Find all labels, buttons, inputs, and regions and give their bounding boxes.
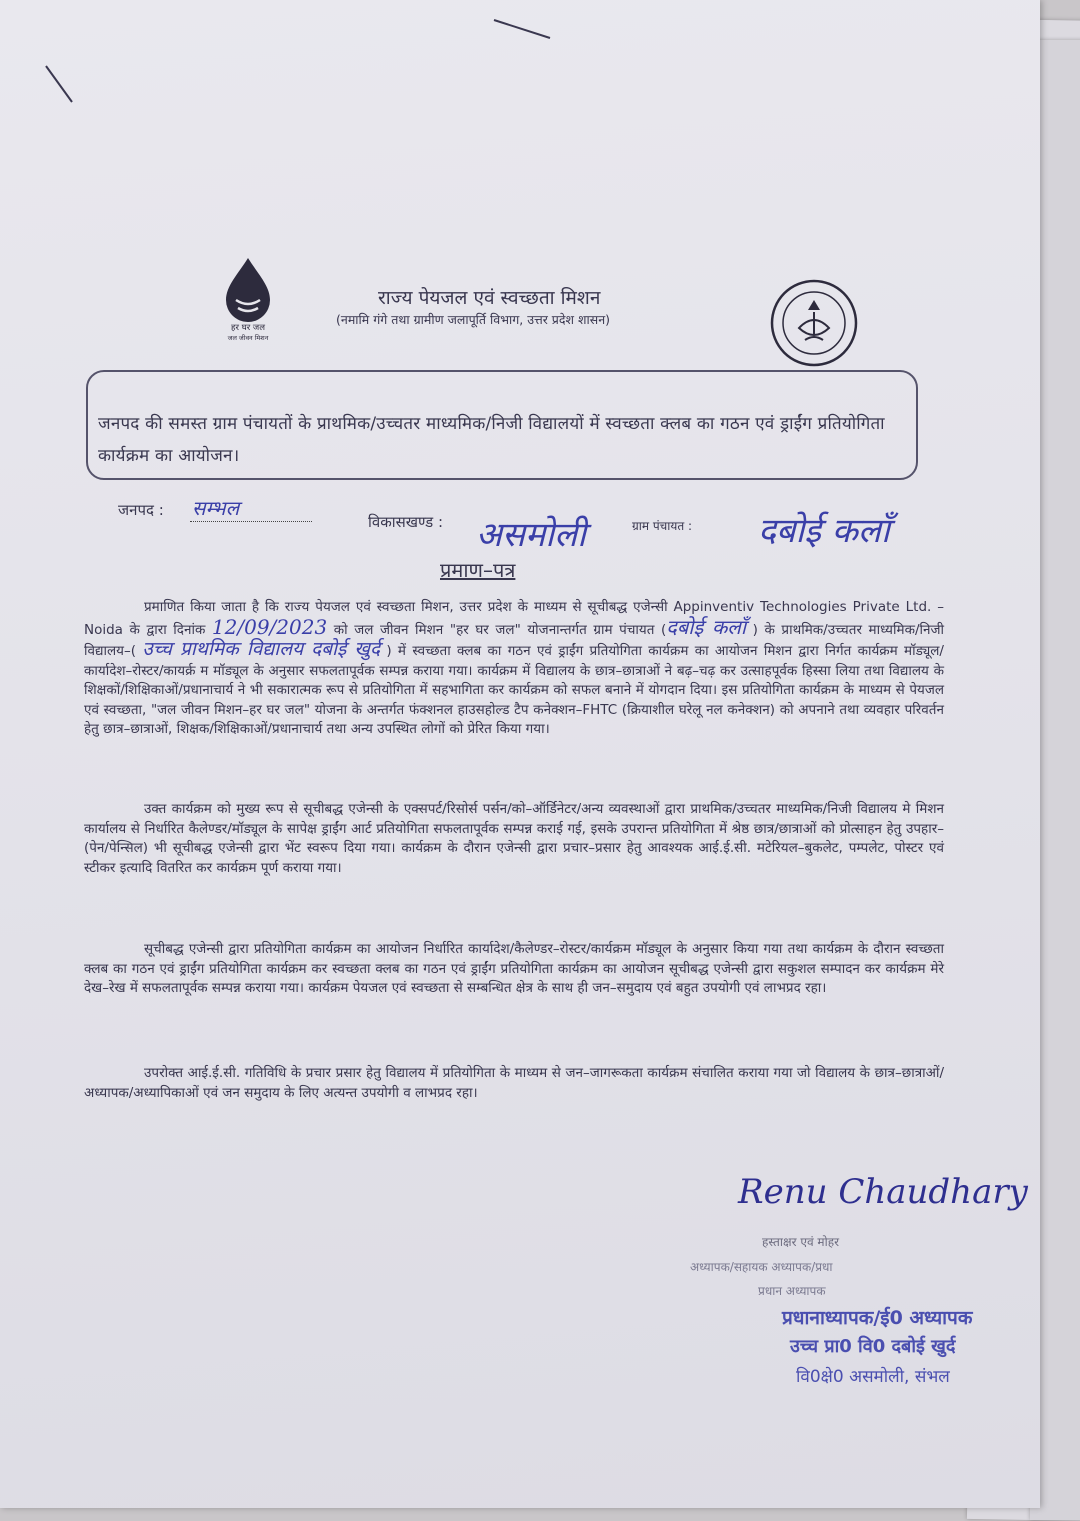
mission-subtitle: (नमामि गंगे तथा ग्रामीण जलापूर्ति विभाग, उत्तर प्रदेश शासन) [336, 312, 611, 327]
subject-text: जनपद की समस्त ग्राम पंचायतों के प्राथमिक/उच्चतर माध्यमिक/निजी विद्यालयों में स्वच्छता क्लब का गठन एवं ड्राईंग प्रतियोगिता कार्यक्रम का आयोजन। [98, 414, 885, 466]
p1-text-c: ) के प्राथमिक/उच्चतर माध्यमिक/निजी विद्यालय–( [84, 621, 945, 659]
paragraph-4 [84, 1064, 944, 1103]
block-label: विकासखण्ड : [368, 513, 444, 531]
signature-designation: अध्यापक/सहायक अध्यापक/प्रधा [690, 1260, 833, 1274]
p1-text-a: प्रमाणित किया जाता है कि राज्य पेयजल एवं स्वच्छता मिशन, उत्तर प्रदेश के माध्यम से सूचीबद्ध एजेन्सी Appinventiv Technologies Private Ltd. – Noida के द्वारा दिनांक [84, 599, 944, 638]
signature: Renu Chaudhary [738, 1172, 1028, 1212]
har-ghar-jal-logo [216, 256, 280, 346]
block-value: असमोली [476, 515, 586, 555]
panchayat-label: ग्राम पंचायत : [632, 519, 693, 533]
paragraph-3 [84, 940, 944, 999]
signature-designation-2: प्रधान अध्यापक [758, 1284, 826, 1298]
stamp-line-1: प्रधानाध्यापक/ई0 अध्यापक [782, 1307, 973, 1329]
district-underline [190, 521, 312, 522]
paragraph-1: प्रमाणित किया जाता है कि राज्य पेयजल एवं स्वच्छता मिशन, उत्तर प्रदेश के माध्यम से सूचीबद्ध एजेन्सी Appinventiv Technologies Private Ltd. – Noida के द्वारा दिनांक 12/09/2023 को जल जीवन मिशन "हर घर जल" योजनान्तर्गत ग्राम पंचायत (दबोई कलाँ ) के प्राथमिक/उच्चतर माध्यमिक/निजी विद्यालय–( उच्च प्राथमिक विद्यालय दबोई खुर्द ) में स्वच्छता क्लब का गठन एवं ड्राईंग प्रतियोगिता कार्यक्रम का आयोजन मिशन द्वारा निर्गत कार्यक्रम मॉड्यूल/कार्यादेश–रोस्टर/कायर्क्र म मॉड्यूल के अनुसार सफलतापूर्वक सम्पन्न कराया गया। कार्यक्रम में विद्यालय के छात्र–छात्राओं ने बढ़–चढ़ कर उत्साहपूर्वक हिस्सा लिया तथा विद्यालय के शिक्षकों/शिक्षिकाओं/प्रधानाचार्य ने भी सकारात्मक रूप से प्रतियोगिता में सहभागिता कर कार्यक्रम को सफल बनाने में योगदान दिया। इस प्रतियोगिता कार्यक्रम के माध्यम से पेयजल एवं स्वच्छता, "जल जीवन मिशन–हर घर जल" योजना के अन्तर्गत फंक्शनल हाउसहोल्ड टैप कनेक्शन–FHTC (क्रियाशील घरेलू नल कनेक्शन) को अपनाने तथा व्यवहार परिवर्तन हेतु छात्र–छात्राओं, शिक्षक/शिक्षिकाओं/प्रधानाचार्य तथा अन्य उपस्थित लोगों को प्रेरित किया गया। [84, 599, 945, 737]
stamp-line-3: वि0क्षे0 असमोली, संभल [796, 1367, 950, 1387]
pen-mark-2 [490, 14, 560, 44]
stamp-line-2: उच्च प्रा0 वि0 दबोई खुर्द [790, 1336, 956, 1357]
p2-text: उक्त कार्यक्रम को मुख्य रूप से सूचीबद्ध एजेन्सी के एक्सपर्ट/रिसोर्स पर्सन/को–ऑर्डिनेटर/अन्य व्यवस्थाओं द्वारा प्राथमिक/उच्चतर माध्यमिक/निजी विद्यालय मे मिशन कार्यालय से निर्धारित कैलेण्डर/मॉड्यूल के सापेक्ष ड्राईंग आर्ट प्रतियोगिता सफलतापूर्वक सम्पन्न कराई गई, इसके उपरान्त प्रतियोगिता में श्रेष्ठ छात्र/छात्राओं को प्रोत्साहन हेतु उपहार–(पेन/पेन्सिल) भी सूचीबद्ध एजेन्सी द्वारा भेंट स्वरूप दिया गया। कार्यक्रम के दौरान एजेन्सी द्वारा प्रचार–प्रसार हेतु आवश्यक आई.ई.सी. मटेरियल–बुकलेट, पम्पलेट, पोस्टर एवं स्टीकर इत्यादि वितरित कर कार्यक्रम पूर्ण कराया गया। [84, 801, 944, 876]
p1-text-b: को जल जीवन मिशन "हर घर जल" योजनान्तर्गत ग्राम पंचायत [333, 621, 655, 638]
district-label: जनपद : [118, 501, 164, 519]
svg-text:जल जीवन मिशन: जल जीवन मिशन [227, 334, 269, 342]
p1-gram-panchayat: दबोई कलाँ [666, 614, 747, 639]
p3-text: सूचीबद्ध एजेन्सी द्वारा प्रतियोगिता कार्यक्रम का आयोजन निर्धारित कार्यादेश/कैलेण्डर–रोस्टर/कार्यक्रम मॉड्यूल के अनुसार किया गया तथा कार्यक्रम के दौरान स्वच्छता क्लब का गठन एवं ड्राईंग प्रतियोगिता कार्यक्रम कर स्वच्छता क्लब का गठन एवं ड्राईंग प्रतियोगिता कार्यक्रम का आयोजन सूचीबद्ध एजेन्सी द्वारा सकुशल सम्पादन कर कार्यक्रम मेरे देख–रेख में सफलतापूर्वक सम्पन्न कराया गया। कार्यक्रम पेयजल एवं स्वच्छता से सम्बन्धित क्षेत्र के साथ ही जन–समुदाय एवं बहुत उपयोगी एवं लाभप्रद रहा। [84, 941, 944, 996]
paragraph-2 [84, 800, 944, 878]
p1-school-name: उच्च प्राथमिक विद्यालय दबोई खुर्द [142, 638, 381, 660]
svg-text:हर घर जल: हर घर जल [231, 323, 265, 333]
signature-label: हस्ताक्षर एवं मोहर [762, 1235, 840, 1249]
pen-mark [40, 60, 80, 110]
panchayat-value: दबोई कलाँ [758, 511, 890, 551]
certificate-title: प्रमाण–पत्र [440, 558, 516, 582]
up-government-emblem [765, 278, 863, 368]
district-value: सम्भल [192, 496, 240, 520]
mission-title: राज्य पेयजल एवं स्वच्छता मिशन [378, 287, 601, 309]
p1-text-d: ) में स्वच्छता क्लब का गठन एवं ड्राईंग प्रतियोगिता कार्यक्रम का आयोजन मिशन द्वारा निर्गत कार्यक्रम मॉड्यूल/कार्यादेश–रोस्टर/कायर्क्र म मॉड्यूल के अनुसार सफलतापूर्वक सम्पन्न कराया गया। कार्यक्रम में विद्यालय के छात्र–छात्राओं ने बढ़–चढ़ कर उत्साहपूर्वक हिस्सा लिया तथा विद्यालय के शिक्षकों/शिक्षिकाओं/प्रधानाचार्य ने भी सकारात्मक रूप से प्रतियोगिता में सहभागिता कर कार्यक्रम को सफल बनाने में योगदान दिया। इस प्रतियोगिता कार्यक्रम के माध्यम से पेयजल एवं स्वच्छता, "जल जीवन मिशन–हर घर जल" योजना के अन्तर्गत फंक्शनल हाउसहोल्ड टैप कनेक्शन–FHTC (क्रियाशील घरेलू नल कनेक्शन) को अपनाने तथा व्यवहार परिवर्तन हेतु छात्र–छात्राओं, शिक्षक/शिक्षिकाओं/प्रधानाचार्य तथा अन्य उपस्थित लोगों को प्रेरित किया गया। [84, 643, 944, 737]
p4-text: उपरोक्त आई.ई.सी. गतिविधि के प्रचार प्रसार हेतु विद्यालय में प्रतियोगिता के माध्यम से जन–जागरूकता कार्यक्रम संचालित कराया गया जो विद्यालय के छात्र–छात्राओं/अध्यापक/अध्यापिकाओं एवं जन समुदाय के लिए अत्यन्त उपयोगी व लाभप्रद रहा। [84, 1065, 944, 1101]
p1-date: 12/09/2023 [211, 614, 328, 639]
